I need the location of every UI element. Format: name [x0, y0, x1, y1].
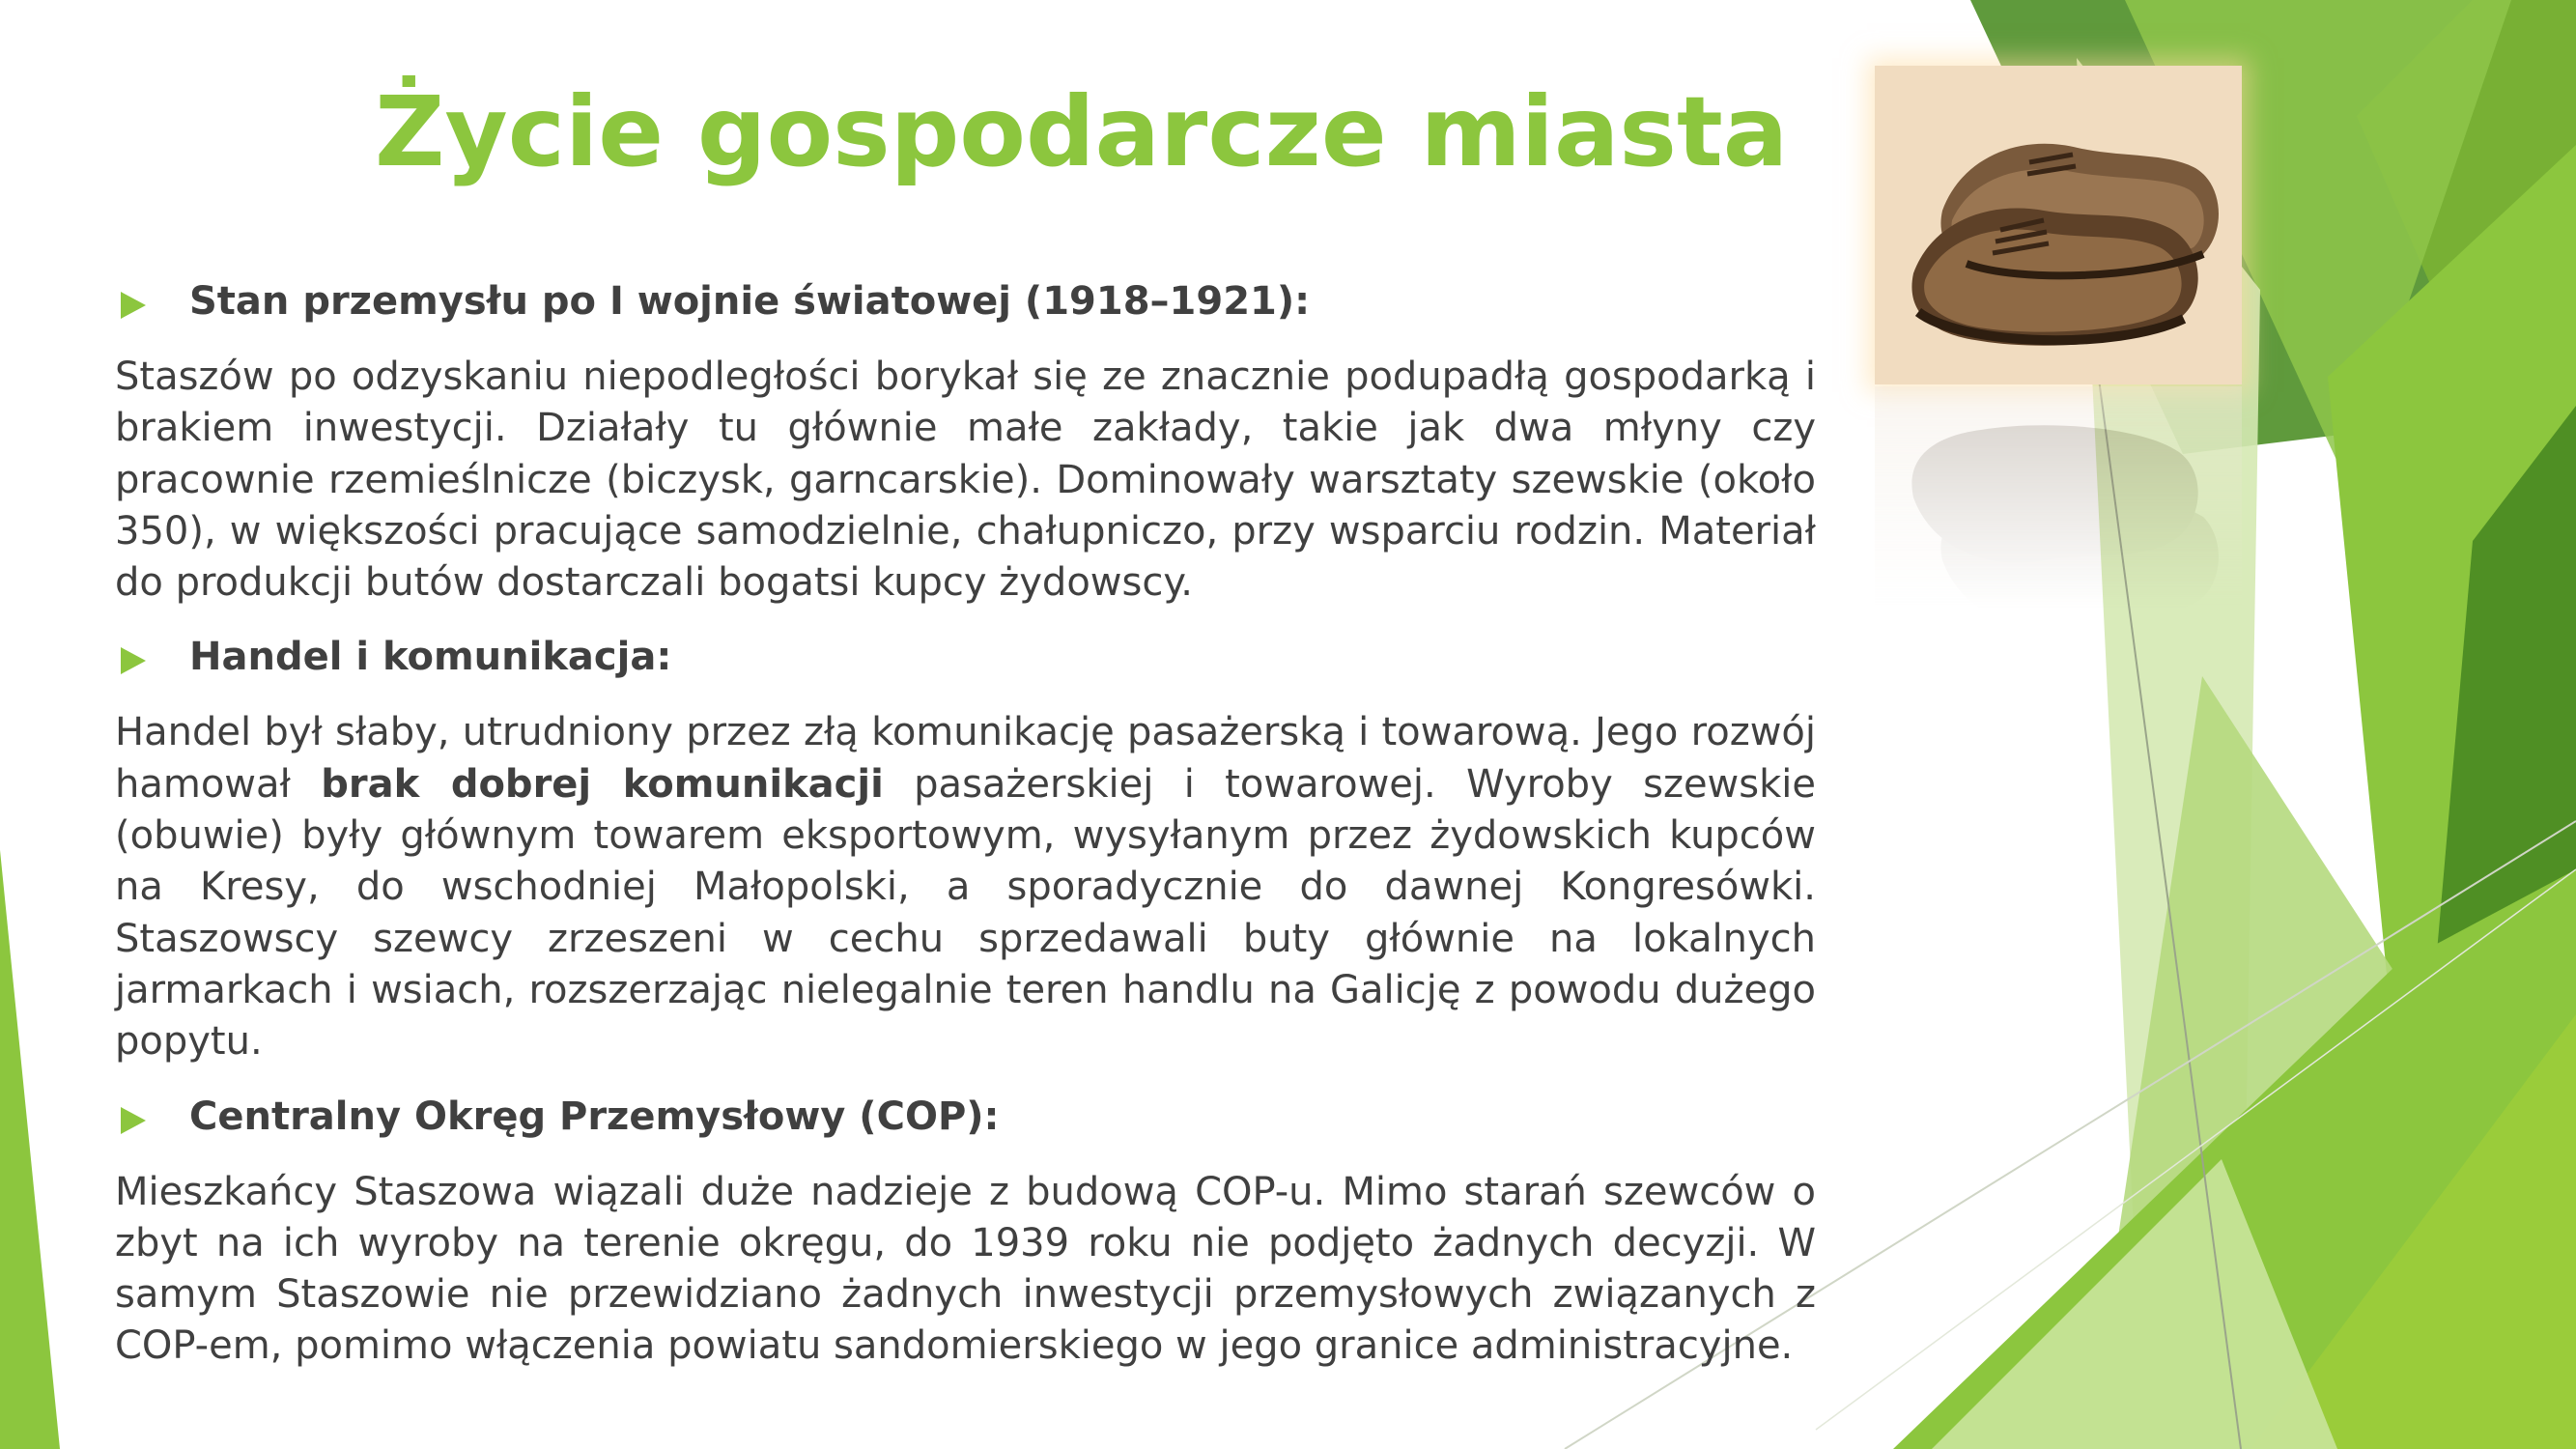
shoes-image: [1875, 66, 2242, 384]
triangle-bullet-icon: [121, 292, 146, 319]
section-heading-text: Stan przemysłu po I wojnie światowej (1918–1921):: [189, 279, 1311, 324]
section-heading-cop: [115, 1088, 1816, 1146]
paragraph-text: Handel był słaby, utrudniony przez złą komunikację pasażerską i towarową. Jego rozwój hamował: [115, 710, 1816, 807]
shoes-image-reflection: [1875, 386, 2242, 705]
section-paragraph-cop: Mieszkańcy Staszowa wiązali duże nadzieje z budową COP-u. Mimo starań szewców o zbyt na ich wyroby na terenie okręgu, do 1939 roku nie podjęto żadnych decyzji. W samym Staszowie nie przewidziano żadnych inwestycji przemysłowych związanych z COP-em, pomimo włączenia powiatu sandomierskiego w jego granice administracyjne.: [115, 1169, 1816, 1369]
left-green-sliver: [0, 850, 60, 1449]
paragraph-text: pasażerskiej i towarowej. Wyroby szewskie (obuwie) były głównym towarem eksportowym, wysyłanym przez żydowskich kupców na Kresy, do wschodniej Małopolski, a sporadycznie do dawnej Kongresówki. Staszowscy szewcy zrzeszeni w cechu sprzedawali buty głównie na lokalnych jarmarkach i wsiach, rozszerzając nielegalnie teren handlu na Galicję z powodu dużego popytu.: [115, 761, 1817, 1065]
section-heading-industry: [115, 272, 1816, 330]
section-heading-trade: [115, 628, 1816, 686]
section-heading-text: Centralny Okręg Przemysłowy (COP):: [189, 1094, 1000, 1139]
section-heading-text: Handel i komunikacja:: [189, 635, 672, 680]
section-paragraph-trade: [115, 707, 1816, 1067]
section-paragraph-industry: Staszów po odzyskaniu niepodległości borykał się ze znacznie podupadłą gospodarką i brakiem inwestycji. Działały tu głównie małe zakłady, takie jak dwa młyny czy pracownie rzemieślnicze (biczysk, garncarskie). Dominowały warsztaty szewskie (około 350), w większości pracujące samodzielnie, chałupniczo, przy wsparciu rodzin. Materiał do produkcji butów dostarczali bogatsi kupcy żydowscy.: [115, 355, 1816, 606]
slide-content: [115, 272, 1816, 1373]
triangle-bullet-icon: [121, 1107, 146, 1134]
paragraph-bold-text: brak dobrej komunikacji: [321, 761, 884, 807]
slide-title: Życie gospodarcze miasta: [375, 75, 1789, 188]
triangle-bullet-icon: [121, 647, 146, 674]
